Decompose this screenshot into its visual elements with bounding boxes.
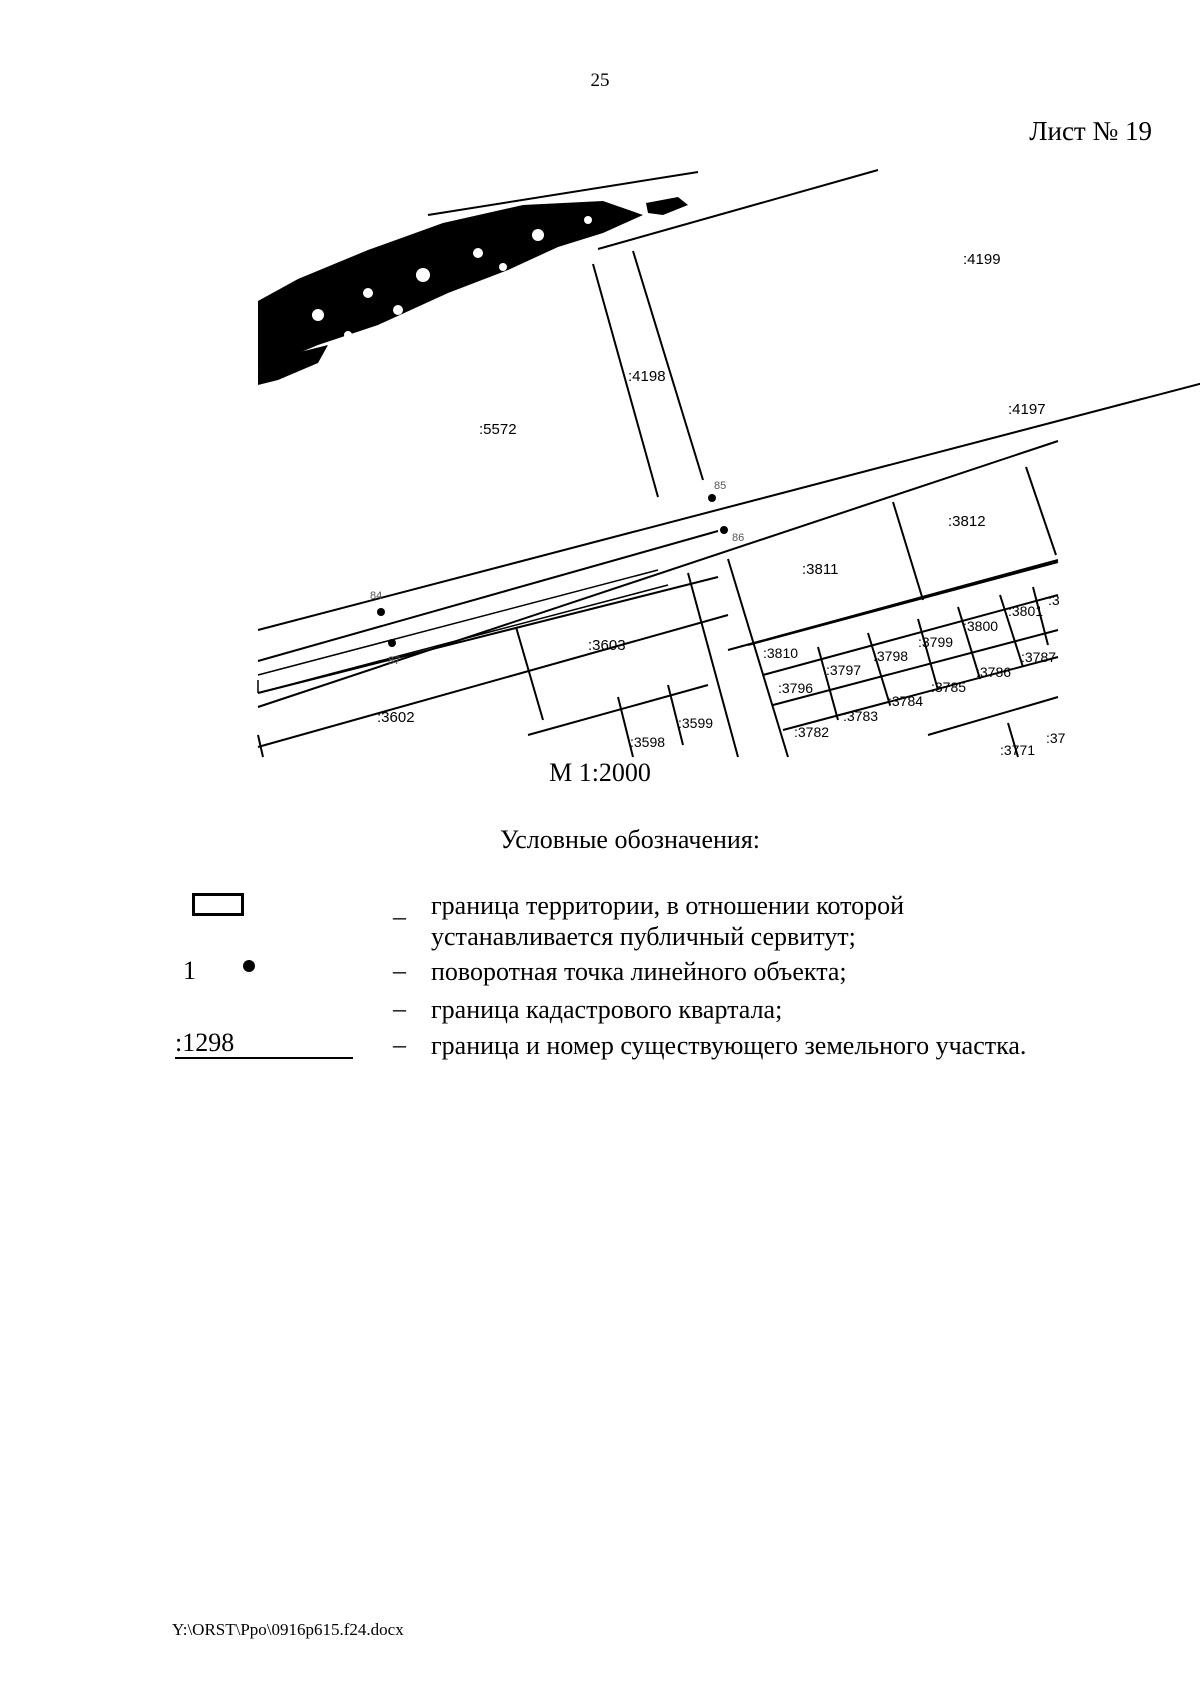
parcel-label: :3785 <box>931 679 967 695</box>
legend-dash: – <box>393 902 406 931</box>
parcel-label: :3602 <box>377 709 415 726</box>
legend-item-servitude-line2: устанавливается публичный сервитут; <box>431 922 856 951</box>
parcel-label: :3786 <box>976 664 1012 680</box>
parcel-label: :37 <box>1046 730 1066 746</box>
turning-point-85 <box>708 494 716 502</box>
parcel-label: :3811 <box>802 561 839 578</box>
parcel-label: :3783 <box>843 708 879 724</box>
turning-point-87 <box>388 639 396 647</box>
page-number: 25 <box>590 70 610 91</box>
legend-point-number: 1 <box>183 956 196 985</box>
map-scale: М 1:2000 <box>549 758 651 787</box>
legend-item-servitude-line1: граница территории, в отношении которой <box>431 891 905 920</box>
parcel-label: :4198 <box>628 368 666 385</box>
parcel-label: :3771 <box>1000 742 1036 758</box>
legend-item-turning-point: поворотная точка линейного объекта; <box>431 957 847 986</box>
parcel-label: :3599 <box>678 715 714 731</box>
footer-file-path: Y:\ORST\Ppo\0916p615.f24.docx <box>172 1620 404 1639</box>
turning-point-86 <box>720 526 728 534</box>
parcel-label: :3797 <box>826 662 862 678</box>
legend-point-dot-icon <box>243 960 255 972</box>
legend-parcel-number: :1298 <box>175 1028 353 1059</box>
point-label: 86 <box>732 532 745 544</box>
parcel-label: :3810 <box>763 645 799 661</box>
turning-point-84 <box>377 608 385 616</box>
point-label: 84 <box>370 590 383 602</box>
parcel-label: :4197 <box>1008 401 1046 418</box>
parcel-label: :4199 <box>963 251 1001 268</box>
turning-points <box>377 494 728 647</box>
legend-dash: – <box>393 994 406 1023</box>
cadastral-map-drawing <box>258 175 1066 758</box>
parcel-label: :3796 <box>778 680 814 696</box>
parcel-label: :3812 <box>948 513 986 530</box>
legend-title: Условные обозначения: <box>499 825 761 854</box>
parcel-label: :3598 <box>630 734 666 750</box>
parcel-label: :3800 <box>963 618 999 634</box>
point-label: 85 <box>714 480 727 492</box>
servitude-boundary <box>258 570 668 693</box>
parcel-label: :3784 <box>888 693 924 709</box>
parcel-label: :3603 <box>588 637 626 654</box>
legend-item-parcel-boundary: граница и номер существующего земельного участка. <box>431 1031 1027 1060</box>
legend-servitude-rectangle-icon <box>192 893 244 916</box>
parcel-label: :3799 <box>918 634 954 650</box>
sheet-label: Лист № 19 <box>1029 116 1152 146</box>
legend-dash: – <box>393 956 406 985</box>
point-label: 87 <box>388 655 401 667</box>
parcel-label: :3798 <box>873 648 909 664</box>
legend-dash: – <box>393 1030 406 1059</box>
vegetation-noise <box>258 197 688 385</box>
parcel-label: :5572 <box>479 421 517 438</box>
cadastral-map <box>258 175 1066 758</box>
parcel-label: :3787 <box>1021 649 1057 665</box>
legend-item-quarter-boundary: граница кадастрового квартала; <box>431 995 783 1024</box>
parcel-label: :3801 <box>1008 603 1044 619</box>
parcel-label: :3782 <box>794 724 830 740</box>
parcel-label: :3 <box>1048 592 1060 608</box>
